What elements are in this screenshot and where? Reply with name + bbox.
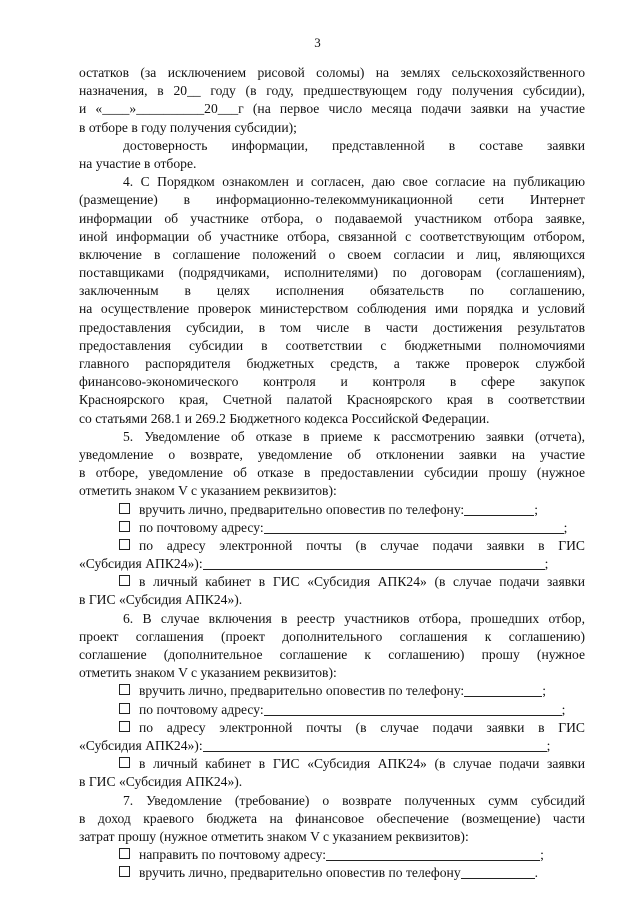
- text-line: [79, 628, 585, 646]
- line-text: остатков (за исключением рисовой соломы) на землях сельскохозяйственного: [79, 65, 585, 80]
- line-text: в доход краевого бюджета на финансовое обеспечение (возмещение) части: [79, 810, 585, 826]
- checkbox-square-icon[interactable]: [119, 866, 130, 877]
- line-text: назначения, в 20__ году (в году, предшествующем году получения субсидии),: [79, 83, 585, 99]
- text-line: [79, 428, 585, 446]
- line-text: вручить лично, предварительно оповестив по телефону: [139, 865, 461, 881]
- line-text: «Субсидия АПК24»):: [79, 556, 203, 572]
- line-text: вручить лично, предварительно оповестив по телефону:: [139, 683, 465, 699]
- checkbox-square-icon[interactable]: [119, 684, 130, 695]
- line-text: на осуществление проверок министерством соблюдения ими порядка и условий: [79, 301, 585, 317]
- text-line: [79, 264, 585, 282]
- line-text: Красноярского края, Счетной палатой Красноярского края в соответствии: [79, 392, 585, 408]
- line-text: в ГИС «Субсидия АПК24»).: [79, 774, 243, 790]
- line-text: достоверность информации, представленной в составе заявки: [123, 137, 585, 153]
- checkbox-option-line: [79, 864, 585, 882]
- line-text: поставщиками (подрядчиками, исполнителями) по договорам (соглашениям),: [79, 265, 585, 281]
- line-text: в отборе в году получения субсидии);: [79, 119, 297, 135]
- line-text: вручить лично, предварительно оповестив по телефону:: [139, 501, 465, 517]
- fill-in-blank[interactable]: [264, 521, 564, 534]
- line-text: отметить знаком V с указанием реквизитов):: [79, 665, 337, 681]
- line-end-punctuation: ;: [540, 847, 544, 863]
- line-text: по адресу электронной почты (в случае подачи заявки в ГИС: [139, 537, 585, 553]
- line-text: (размещение) в информационно-телекоммуникационной сети Интернет: [79, 192, 585, 208]
- checkbox-option-line: [79, 573, 585, 591]
- line-text: со статьями 268.1 и 269.2 Бюджетного кодекса Российской Федерации.: [79, 410, 490, 426]
- text-line: [79, 446, 585, 464]
- line-text: уведомление о возврате, уведомление об отклонении заявки на участие: [79, 446, 585, 462]
- fill-in-blank[interactable]: [464, 684, 542, 697]
- text-line: [79, 646, 585, 664]
- line-end-punctuation: ;: [544, 556, 549, 572]
- text-line: [79, 228, 585, 246]
- text-line: [79, 737, 585, 755]
- fill-in-blank[interactable]: [203, 557, 545, 570]
- text-line: [79, 664, 585, 682]
- checkbox-square-icon[interactable]: [119, 521, 130, 532]
- text-line: [79, 464, 585, 482]
- fill-in-blank[interactable]: [326, 848, 540, 861]
- text-line: [79, 319, 585, 337]
- fill-in-blank[interactable]: [464, 503, 534, 516]
- text-line: [79, 828, 585, 846]
- checkbox-option-line: [79, 682, 585, 700]
- page-number: 3: [314, 35, 321, 50]
- text-line: [79, 82, 585, 100]
- text-line: [79, 810, 585, 828]
- line-text: 4. С Порядком ознакомлен и согласен, даю свое согласие на публикацию: [123, 174, 585, 190]
- text-line: [79, 410, 585, 428]
- line-end-punctuation: .: [534, 865, 539, 881]
- line-text: в отборе, уведомление об отказе в предоставлении субсидии прошу (нужное: [79, 465, 585, 481]
- checkbox-square-icon[interactable]: [119, 848, 130, 859]
- line-text: 7. Уведомление (требование) о возврате полученных сумм субсидий: [123, 792, 585, 808]
- fill-in-blank[interactable]: [461, 866, 535, 879]
- checkbox-option-line: [79, 537, 585, 555]
- checkbox-square-icon[interactable]: [119, 757, 130, 768]
- fill-in-blank[interactable]: [264, 703, 562, 716]
- text-line: [79, 482, 585, 500]
- line-text: на участие в отборе.: [79, 155, 197, 171]
- text-line: [79, 391, 585, 409]
- document-body: [79, 64, 585, 882]
- text-line: [79, 282, 585, 300]
- checkbox-option-line: [79, 501, 585, 519]
- line-end-punctuation: ;: [561, 701, 566, 717]
- checkbox-option-line: [79, 846, 585, 864]
- text-line: [79, 210, 585, 228]
- checkbox-option-line: [79, 519, 585, 537]
- line-text: «Субсидия АПК24»):: [79, 737, 203, 753]
- text-line: [79, 355, 585, 373]
- line-text: предоставления субсидии, в том числе в части достижения результатов: [79, 319, 585, 335]
- fill-in-blank[interactable]: [203, 739, 547, 752]
- text-line: [79, 373, 585, 391]
- line-text: предоставления субсидии в соответствии с бюджетными полномочиями: [79, 337, 585, 353]
- checkbox-option-line: [79, 719, 585, 737]
- text-line: [79, 246, 585, 264]
- text-line: [79, 555, 585, 573]
- line-end-punctuation: ;: [563, 519, 568, 535]
- line-text: иной информации об участнике отбора, связанной с соответствующим отбором,: [79, 228, 585, 244]
- checkbox-square-icon[interactable]: [119, 575, 130, 586]
- line-text: отметить знаком V с указанием реквизитов):: [79, 483, 337, 499]
- line-text: в личный кабинет в ГИС «Субсидия АПК24» (в случае подачи заявки: [139, 574, 585, 590]
- line-end-punctuation: ;: [542, 683, 546, 699]
- line-end-punctuation: ;: [546, 737, 551, 753]
- line-text: направить по почтовому адресу:: [139, 847, 327, 863]
- line-text: в ГИС «Субсидия АПК24»).: [79, 592, 243, 608]
- line-text: главного распорядителя бюджетных средств, а также проверок службой: [79, 356, 585, 371]
- text-line: [79, 137, 585, 155]
- line-text: по почтовому адресу:: [139, 701, 264, 717]
- line-end-punctuation: ;: [534, 501, 538, 517]
- line-text: и «____»__________20___г (на первое число месяца подачи заявки на участие: [79, 101, 585, 117]
- text-line: [79, 773, 585, 791]
- checkbox-option-line: [79, 755, 585, 773]
- text-line: [79, 337, 585, 355]
- text-line: [79, 173, 585, 191]
- line-text: включение в соглашение положений о своем согласии и лиц, являющихся: [79, 246, 585, 262]
- line-text: 6. В случае включения в реестр участников отбора, прошедших отбор,: [123, 610, 585, 626]
- text-line: [79, 191, 585, 209]
- text-line: [79, 64, 585, 82]
- line-text: проект соглашения (проект дополнительного соглашения к соглашению): [79, 628, 585, 644]
- line-text: по почтовому адресу:: [139, 519, 264, 535]
- line-text: заключенным в целях исполнения обязательств по соглашению,: [79, 283, 585, 299]
- line-text: в личный кабинет в ГИС «Субсидия АПК24» (в случае подачи заявки: [139, 756, 585, 772]
- text-line: [79, 155, 585, 173]
- checkbox-option-line: [79, 701, 585, 719]
- text-line: [79, 610, 585, 628]
- text-line: [79, 300, 585, 318]
- line-text: информации об участнике отбора, о подаваемой участником отбора заявке,: [79, 210, 585, 226]
- checkbox-square-icon[interactable]: [119, 503, 130, 514]
- text-line: [79, 591, 585, 609]
- checkbox-square-icon[interactable]: [119, 703, 130, 714]
- line-text: финансово-экономического контроля и контроля в сфере закупок: [79, 374, 585, 390]
- text-line: [79, 792, 585, 810]
- line-text: 5. Уведомление об отказе в приеме к рассмотрению заявки (отчета),: [123, 428, 585, 444]
- line-text: по адресу электронной почты (в случае подачи заявки в ГИС: [139, 719, 585, 735]
- line-text: соглашение (дополнительное соглашение к соглашению) прошу (нужное: [79, 647, 585, 662]
- checkbox-square-icon[interactable]: [119, 721, 130, 732]
- checkbox-square-icon[interactable]: [119, 539, 130, 550]
- line-text: затрат прошу (нужное отметить знаком V с указанием реквизитов):: [79, 828, 469, 844]
- text-line: [79, 100, 585, 118]
- text-line: [79, 119, 585, 137]
